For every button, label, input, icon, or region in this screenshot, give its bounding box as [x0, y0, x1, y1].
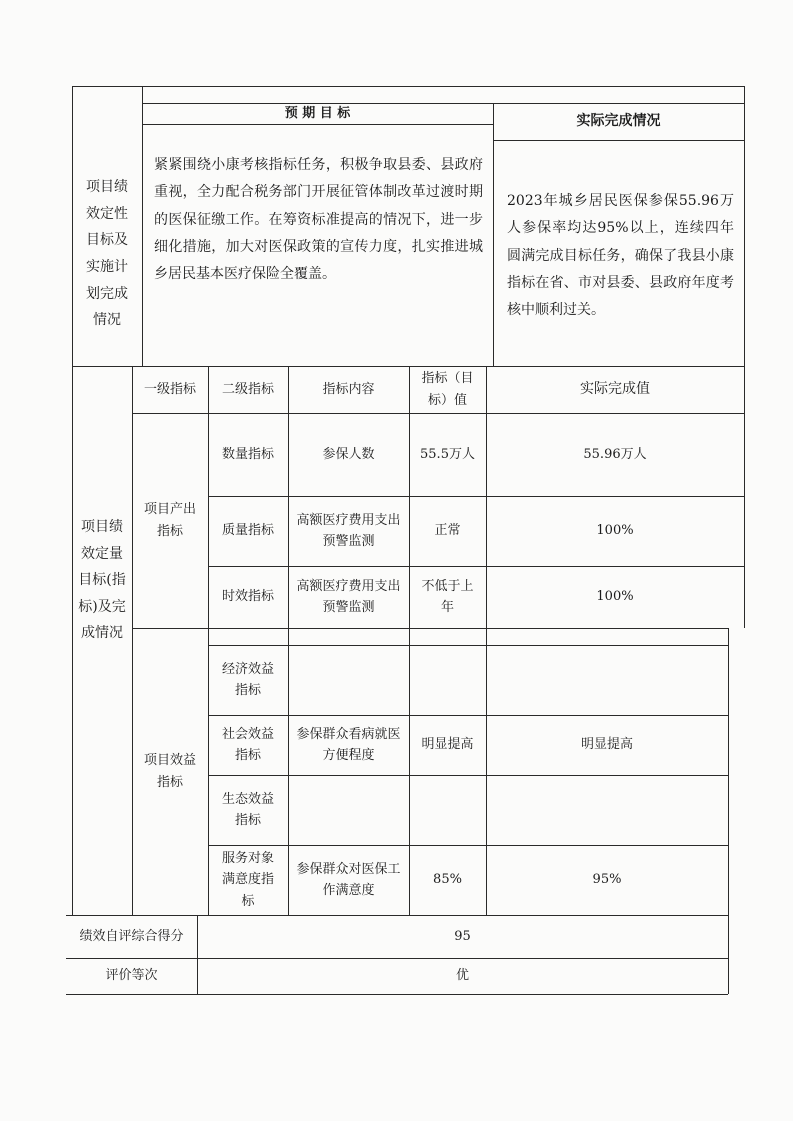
qualitative-actual-text: 2023年城乡居民医保参保55.96万人参保率均达95%以上，连续四年圆满完成目标任务，确保了我县小康指标在省、市对县委、县政府年度考核中顺利过关。 — [507, 193, 734, 319]
row-target: 55.5万人 — [420, 446, 475, 462]
row-level2: 社会效益指标 — [221, 726, 274, 763]
row-target: 正常 — [434, 523, 461, 539]
row-target: 不低于上年 — [421, 578, 474, 615]
row-actual — [486, 645, 728, 715]
grade-value: 优 — [455, 968, 469, 984]
quantitative-label: 项目绩效定量目标(指标)及完成情况 — [78, 519, 126, 642]
grade-label: 评价等次 — [105, 968, 158, 984]
qualitative-label: 项目绩效定性目标及实施计划完成情况 — [86, 179, 128, 329]
row-level2: 经济效益指标 — [221, 661, 274, 698]
row-content: 参保群众看病就医方便程度 — [296, 726, 401, 763]
row-level2: 服务对象满意度指标 — [221, 850, 274, 909]
row-actual: 95% — [592, 872, 622, 888]
goal-header: 预 期 目 标 — [284, 105, 351, 121]
row-actual: 100% — [596, 589, 634, 605]
row-target: 85% — [433, 872, 462, 888]
row-content: 参保群众对医保工作满意度 — [296, 861, 401, 898]
header-target: 指标（目标）值 — [421, 371, 474, 408]
row-actual: 明显提高 — [580, 737, 633, 753]
row-content — [288, 645, 409, 715]
header-content: 指标内容 — [322, 381, 375, 397]
row-level2: 数量指标 — [221, 446, 274, 462]
row-target — [409, 775, 486, 845]
qualitative-goal-text: 紧紧围绕小康考核指标任务，积极争取县委、县政府重视，全力配合税务部门开展征管体制改革过渡时期的医保征缴工作。在筹资标准提高的情况下，进一步细化措施，加大对医保政策的宣传力度，扎实推进城乡居民基本医疗保险全覆盖。 — [154, 157, 483, 283]
row-content: 参保人数 — [322, 446, 375, 462]
row-actual: 55.96万人 — [583, 446, 647, 462]
output-group-label: 项目产出指标 — [143, 502, 196, 539]
row-target — [409, 645, 486, 715]
row-level2: 时效指标 — [221, 589, 274, 605]
row-content — [288, 775, 409, 845]
row-actual — [486, 775, 728, 845]
row-content: 高额医疗费用支出预警监测 — [296, 578, 401, 615]
header-actual: 实际完成值 — [580, 381, 650, 398]
row-level2: 生态效益指标 — [221, 791, 274, 828]
row-target: 明显提高 — [421, 737, 474, 753]
score-label: 绩效自评综合得分 — [79, 928, 184, 944]
header-level1: 一级指标 — [143, 381, 196, 397]
row-content: 高额医疗费用支出预警监测 — [296, 512, 401, 549]
header-level2: 二级指标 — [221, 381, 274, 397]
actual-header: 实际完成情况 — [576, 113, 661, 130]
row-actual: 100% — [596, 523, 634, 539]
row-level2: 质量指标 — [221, 523, 274, 539]
score-value: 95 — [454, 928, 471, 944]
benefit-group-label: 项目效益指标 — [143, 753, 196, 790]
